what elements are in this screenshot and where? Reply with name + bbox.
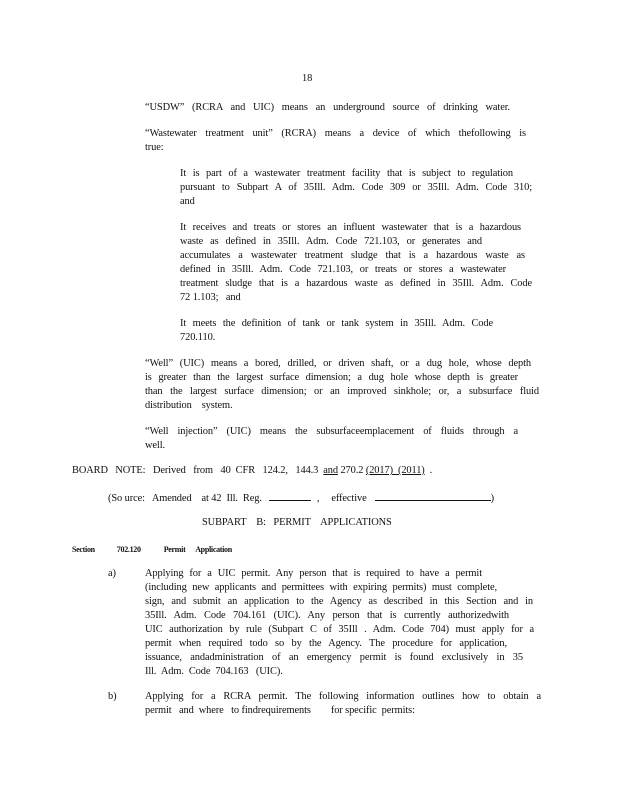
definition-well-injection-line-1: “Well injection” (UIC) means the subsurfaceemplacement of fluids through a <box>145 426 518 437</box>
source-note <box>108 490 494 506</box>
board-note <box>72 464 432 478</box>
criterion-1-line-1: It is part of a wastewater treatment facility that is subject to regulation <box>180 168 513 179</box>
criterion-1-line-2: pursuant to Subpart A of 35Ill. Adm. Code 309 or 35Ill. Adm. Code 310; <box>180 182 532 193</box>
definition-well-line-3: than the largest surface dimension; or an improved sinkhole; or, a subsurface fluid <box>145 386 539 397</box>
page-number: 18 <box>302 73 313 84</box>
paragraph-a-line-2: (including new applicants and permittees with expiring permits) must complete, <box>145 582 497 593</box>
section-title: Permit Application <box>163 545 232 554</box>
paragraph-a-line-3: sign, and submit an application to the Agency as described in this Section and in <box>145 596 533 607</box>
definition-wastewater-line-2: true: <box>145 142 164 153</box>
definition-well-line-1: “Well” (UIC) means a bored, drilled, or driven shaft, or a dug hole, whose depth <box>145 358 531 369</box>
source-note-text: (So urce: Amended at 42 Ill. Reg. <box>108 493 262 504</box>
paragraph-a-line-1: Applying for a UIC permit. Any person that is required to have a permit <box>145 568 482 579</box>
board-note-year-2011: (2011) <box>397 465 425 476</box>
paragraph-a-label: a) <box>108 568 116 579</box>
board-note-year-2017: (2017) <box>365 465 393 476</box>
paragraph-a-line-8: Ill. Adm. Code 704.163 (UIC). <box>145 666 283 677</box>
criterion-2-line-1: It receives and treats or stores an influent wastewater that is a hazardous <box>180 222 521 233</box>
definition-wastewater-line-1: “Wastewater treatment unit” (RCRA) means a device of which thefollowing is <box>145 128 526 139</box>
section-heading <box>72 543 232 557</box>
paragraph-a-line-6: permit when required todo so by the Agency. The procedure for application, <box>145 638 507 649</box>
criterion-3-line-2: 720.110. <box>180 332 216 343</box>
board-note-text: BOARD NOTE: Derived from 40 CFR 124.2, 144.3 <box>72 465 324 476</box>
definition-well-line-2: is greater than the largest surface dimension; a dug hole whose depth is greater <box>145 372 518 383</box>
source-comma: , <box>316 493 320 504</box>
definition-well-line-4: distribution system. <box>145 400 233 411</box>
subpart-heading: SUBPART B: PERMIT APPLICATIONS <box>202 517 392 528</box>
criterion-2-line-5: treatment sludge that is a hazardous waste as defined in 35Ill. Adm. Code <box>180 278 532 289</box>
paragraph-b-line-2: permit and where to findrequirements for specific permits: <box>145 705 415 716</box>
register-volume-blank <box>269 490 311 501</box>
criterion-1-line-3: and <box>180 196 195 207</box>
paragraph-a-line-7: issuance, andadministration of an emergency permit is found exclusively in 35 <box>145 652 523 663</box>
criterion-2-line-4: defined in 35Ill. Adm. Code 721.103, or treats or stores a wastewater <box>180 264 506 275</box>
source-close: ) <box>490 493 494 504</box>
criterion-2-line-6: 72 1.103; and <box>180 292 241 303</box>
paragraph-b-label: b) <box>108 691 117 702</box>
criterion-2-line-3: accumulates a wastewater treatment sludge that is a hazardous waste as <box>180 250 525 261</box>
criterion-3-line-1: It meets the definition of tank or tank system in 35Ill. Adm. Code <box>180 318 493 329</box>
section-number: 702.120 <box>116 545 141 554</box>
board-note-citation: 270.2 <box>337 465 366 476</box>
section-label: Section <box>72 545 95 554</box>
board-note-end: . <box>424 465 433 476</box>
effective-date-blank <box>375 490 491 501</box>
criterion-2-line-2: waste as defined in 35Ill. Adm. Code 721.103, or generates and <box>180 236 482 247</box>
paragraph-b-line-1: Applying for a RCRA permit. The following information outlines how to obtain a <box>145 691 541 702</box>
board-note-inserted-and: and <box>323 465 338 476</box>
definition-well-injection-line-2: well. <box>145 440 165 451</box>
definition-usdw: “USDW” (RCRA and UIC) means an underground source of drinking water. <box>145 102 510 113</box>
paragraph-a-line-4: 35Ill. Adm. Code 704.161 (UIC). Any person that is currently authorizedwith <box>145 610 509 621</box>
source-effective-label: effective <box>331 493 367 504</box>
paragraph-a-line-5: UIC authorization by rule (Subpart C of 35Ill . Adm. Code 704) must apply for a <box>145 624 534 635</box>
